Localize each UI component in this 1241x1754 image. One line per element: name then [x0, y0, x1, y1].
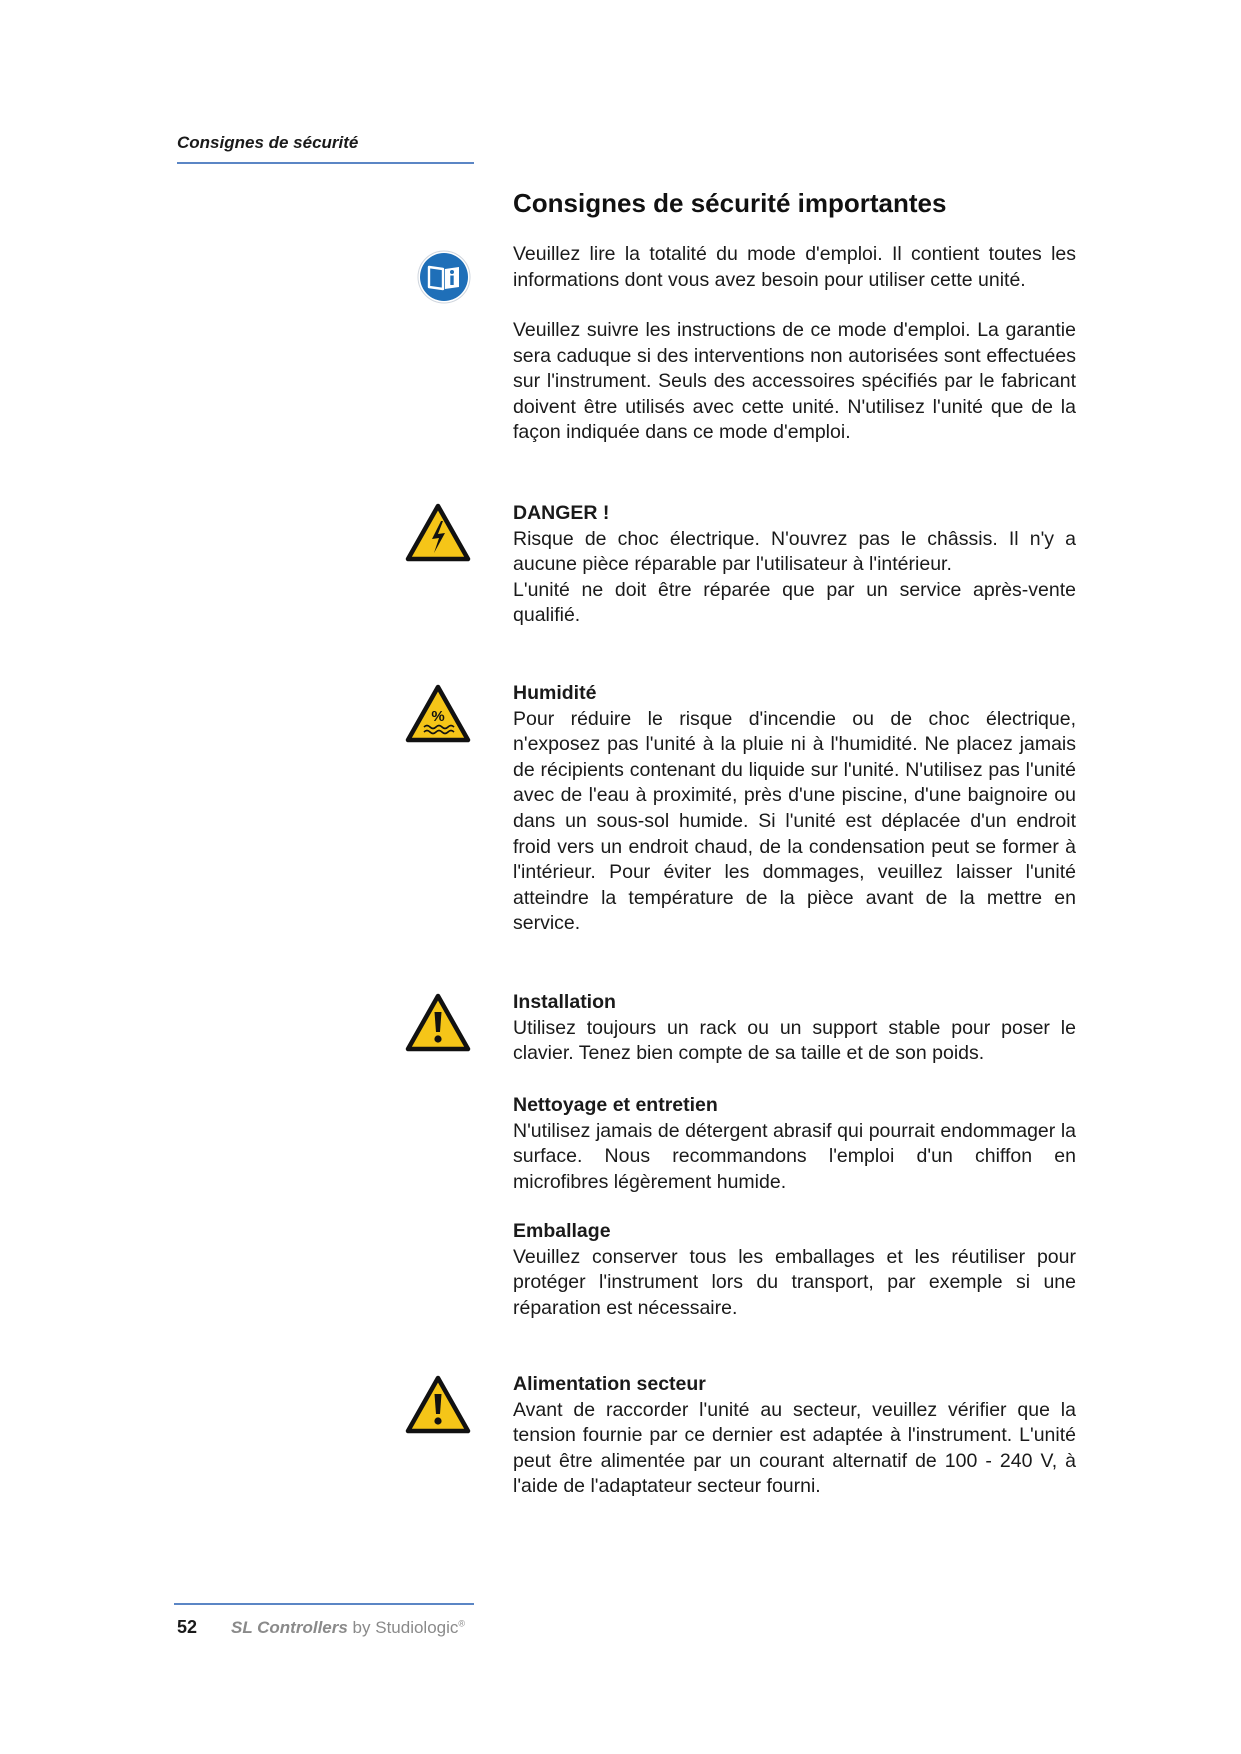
intro-paragraph-2: Veuillez suivre les instructions de ce mode d'emploi. La garantie sera caduque si des interventions non autorisées sont effectuées sur l'instrument. Seuls des accessoires spécifiés par le fabricant doivent être utilisés avec cette unité. N'utilisez l'unité que de la façon indiquée dans ce mode d'emploi. [513, 319, 1076, 444]
humidity-warning-icon [405, 684, 471, 744]
danger-body-2: L'unité ne doit être réparée que par un service après-vente qualifié. [513, 578, 1076, 627]
intro-paragraph-1: Veuillez lire la totalité du mode d'emploi. Il contient toutes les informations dont vous avez besoin pour utiliser cette unité. [513, 243, 1076, 291]
power-heading: Alimentation secteur [513, 1373, 706, 1395]
humidity-body: Pour réduire le risque d'incendie ou de choc électrique, n'exposez pas l'unité à la pluie ni à l'humidité. Ne placez jamais de récipients contenant du liquide sur l'unité. N'utilisez pas l'unité avec de l'eau à proximité, près d'une piscine, d'une baignoire ou dans un sous-sol humide. Si l'unité est déplacée d'un endroit froid vers un endroit chaud, de la condensation peut se former à l'intérieur. Pour éviter les dommages, veuillez laisser l'unité atteindre la température de la pièce avant de la mettre en service. [513, 707, 1076, 935]
read-manual-icon [417, 250, 471, 304]
footer-brand [231, 1618, 465, 1638]
danger-heading: DANGER ! [513, 502, 610, 524]
power-body: Avant de raccorder l'unité au secteur, veuillez vérifier que la tension fournie par ce dernier est adaptée à l'instrument. L'unité peut être alimentée par un courant alternatif de 100 - 240 V, à l'aide de l'adaptateur secteur fourni. [513, 1398, 1076, 1498]
electric-shock-warning-icon [405, 503, 471, 563]
danger-section [513, 501, 1076, 629]
cleaning-section [513, 1093, 1076, 1195]
registered-mark: ® [458, 1618, 466, 1629]
cleaning-body: N'utilisez jamais de détergent abrasif qui pourrait endommager la surface. Nous recommandons l'emploi d'un chiffon en microfibres légèrement humide. [513, 1119, 1076, 1193]
humidity-icon-symbol: % [431, 708, 445, 725]
packaging-section [513, 1219, 1076, 1321]
humidity-section [513, 681, 1076, 937]
page-title: Consignes de sécurité importantes [513, 188, 947, 218]
footer-brand-product: SL Controllers [231, 1618, 348, 1637]
installation-section [513, 990, 1076, 1067]
packaging-heading: Emballage [513, 1220, 611, 1242]
danger-body: Risque de choc électrique. N'ouvrez pas le châssis. Il n'y a aucune pièce réparable par l'utilisateur à l'intérieur. [513, 527, 1076, 576]
section-header: Consignes de sécurité [177, 133, 359, 152]
packaging-body: Veuillez conserver tous les emballages et les réutiliser pour protéger l'instrument lors du transport, par exemple si une réparation est nécessaire. [513, 1245, 1076, 1319]
general-warning-icon [405, 993, 471, 1053]
page-number: 52 [177, 1617, 198, 1637]
installation-body: Utilisez toujours un rack ou un support stable pour poser le clavier. Tenez bien compte de sa taille et de son poids. [513, 1016, 1076, 1065]
header-divider [177, 162, 474, 164]
intro-section-2 [513, 318, 1076, 446]
footer-divider [174, 1603, 474, 1605]
power-warning-icon [405, 1375, 471, 1435]
intro-section [513, 242, 1076, 293]
power-section [513, 1372, 1076, 1500]
footer-brand-maker: by Studiologic [347, 1618, 459, 1637]
cleaning-heading: Nettoyage et entretien [513, 1094, 718, 1116]
installation-heading: Installation [513, 991, 616, 1013]
humidity-heading: Humidité [513, 682, 597, 704]
